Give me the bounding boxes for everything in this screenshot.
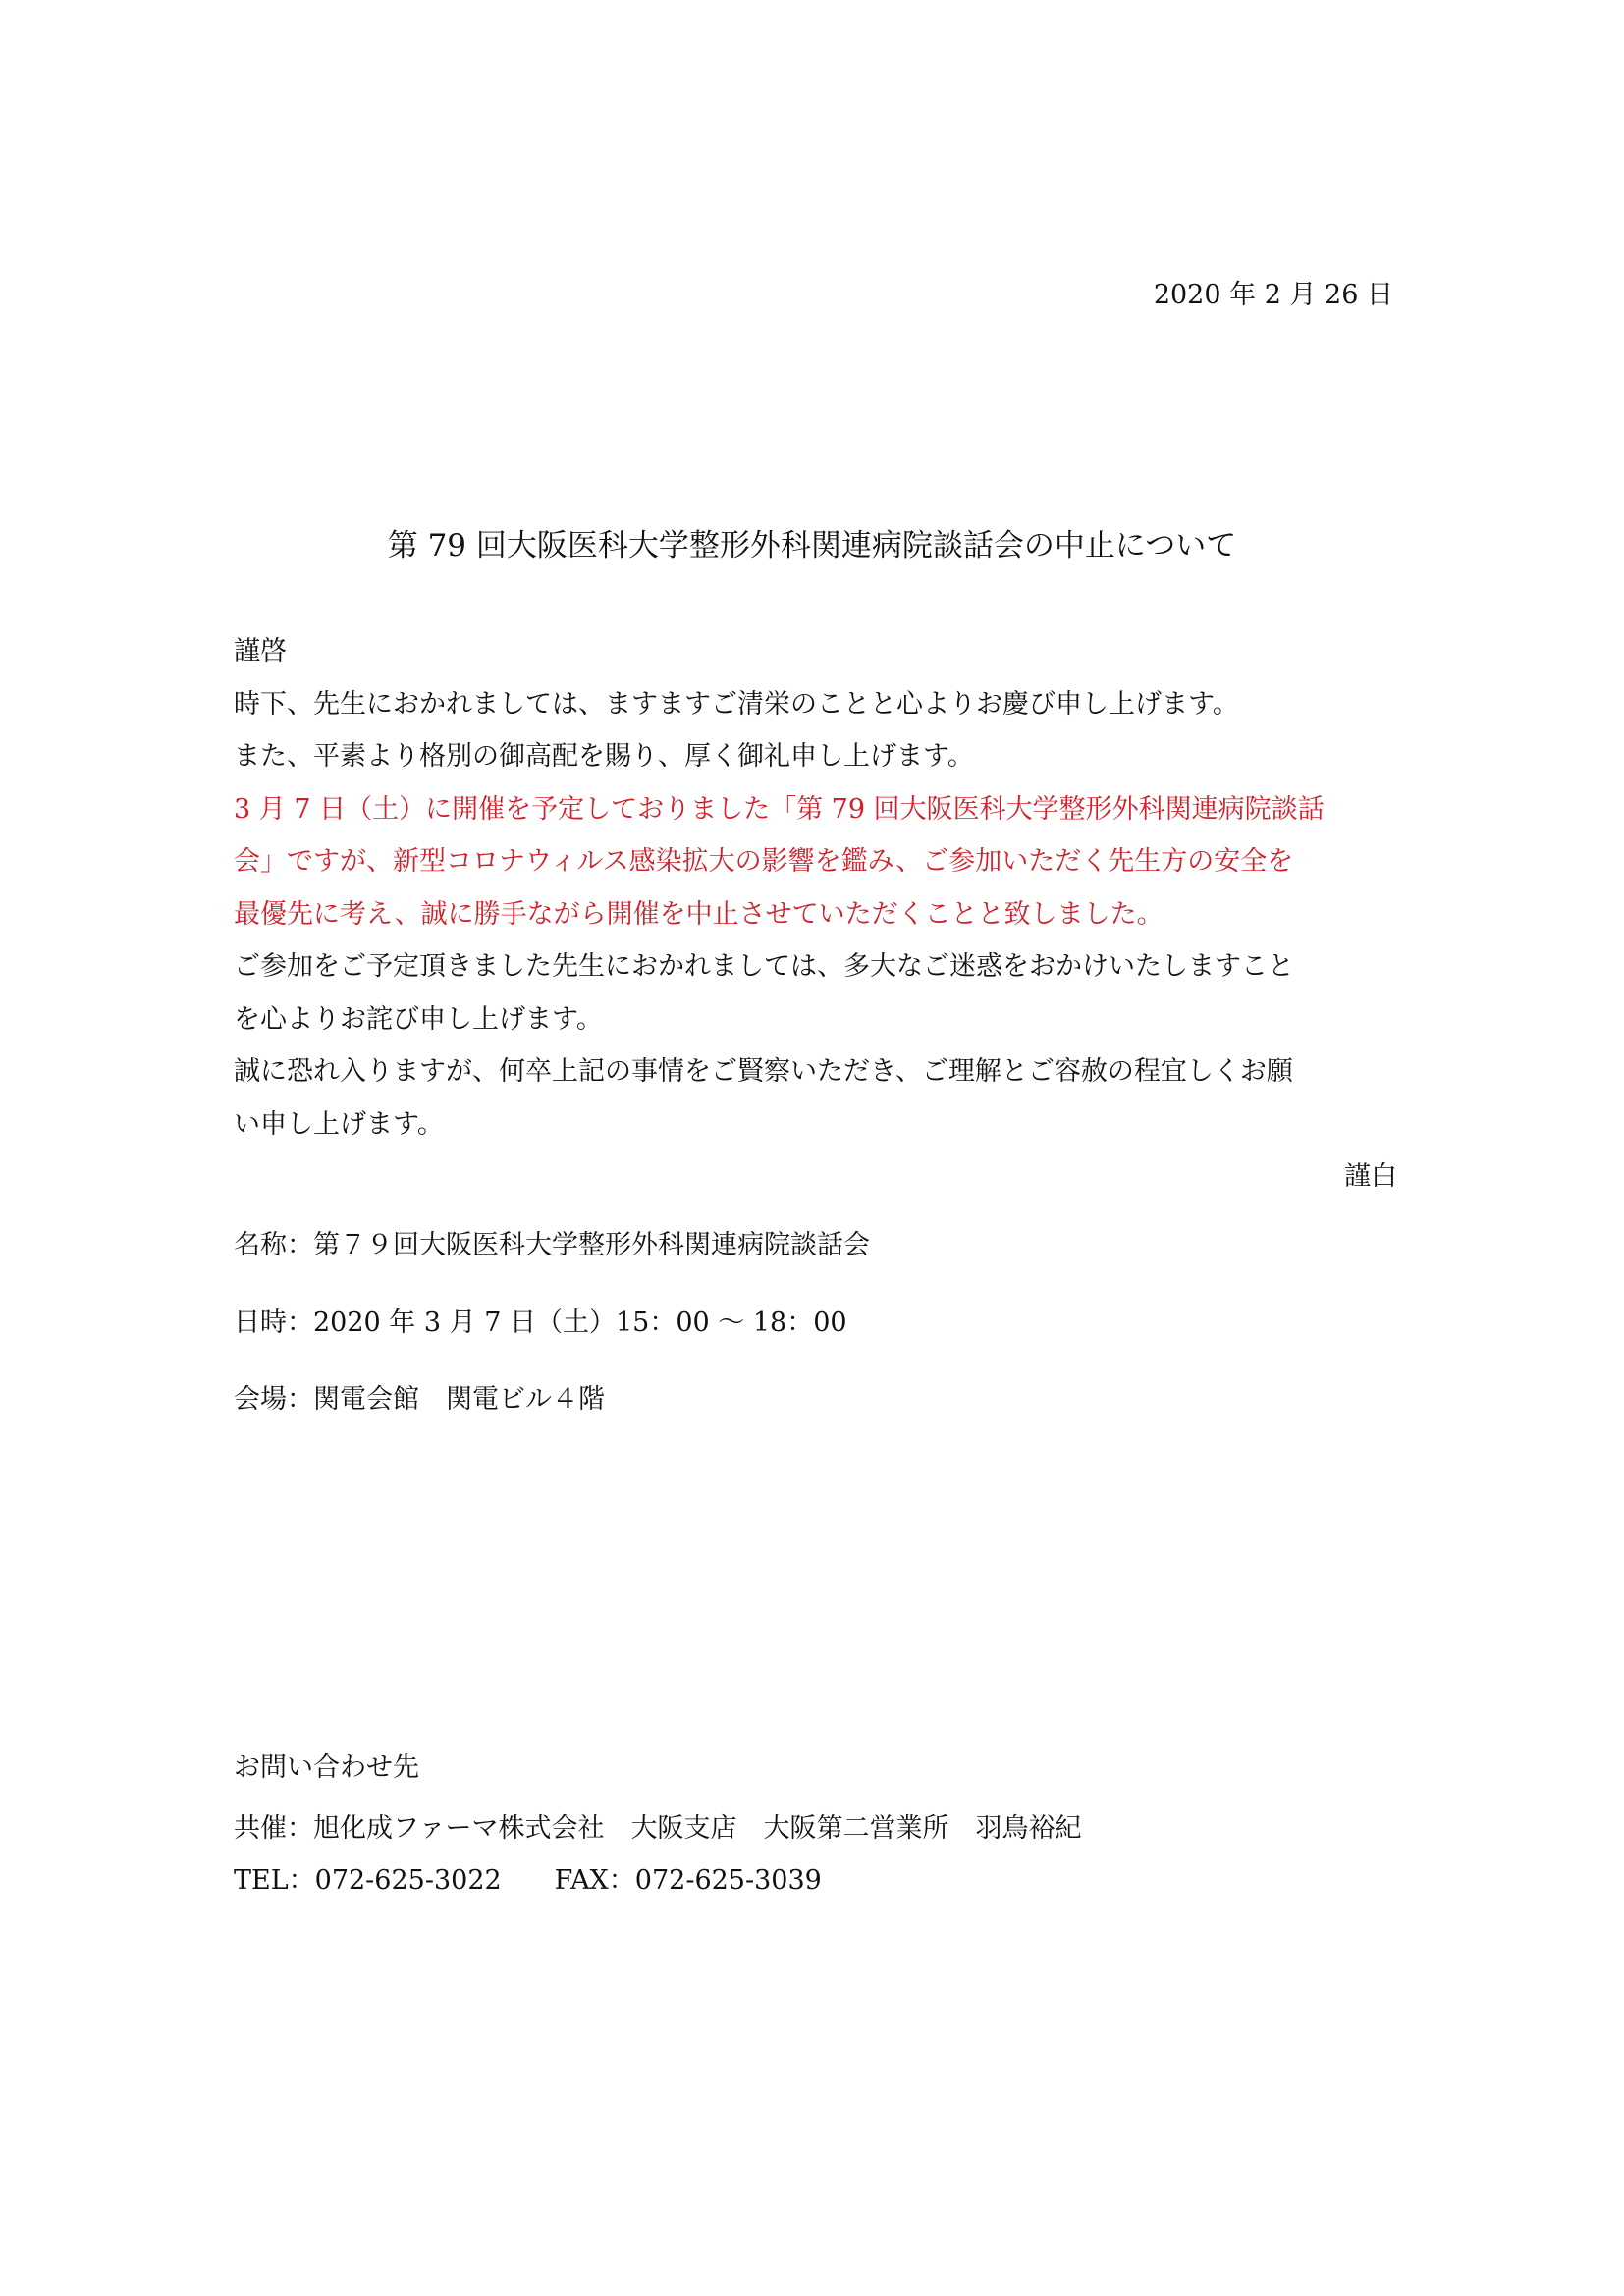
apology-line: い申し上げます。 bbox=[234, 1108, 444, 1140]
closing: 謹白 bbox=[1344, 1161, 1397, 1192]
contact-heading: お問い合わせ先 bbox=[234, 1752, 419, 1783]
apology-line: 誠に恐れ入りますが、何卒上記の事情をご賢察いただき、ご理解とご容赦の程宜しくお願 bbox=[234, 1056, 1293, 1087]
notice-line: 3 月 7 日（土）に開催を予定しておりました「第 79 回大阪医科大学整形外科関連病院談話 bbox=[234, 793, 1325, 825]
notice-line: 最優先に考え、誠に勝手ながら開催を中止させていただくことと致しました。 bbox=[234, 898, 1164, 930]
event-venue: 会場：関電会館 関電ビル４階 bbox=[234, 1384, 605, 1415]
contact-organizer: 共催：旭化成ファーマ株式会社 大阪支店 大阪第二営業所 羽鳥裕紀 bbox=[234, 1813, 1082, 1843]
body-line: また、平素より格別の御高配を賜り、厚く御礼申し上げます。 bbox=[234, 741, 974, 772]
event-datetime: 日時：2020 年 3 月 7 日（土）15：00 〜 18：00 bbox=[234, 1308, 847, 1338]
letter-body bbox=[234, 625, 1397, 1203]
salutation: 謹啓 bbox=[234, 636, 287, 667]
notice-line: 会」ですが、新型コロナウィルス感染拡大の影響を鑑み、ご参加いただく先生方の安全を bbox=[234, 846, 1294, 877]
body-line: 時下、先生におかれましては、ますますご清栄のことと心よりお慶び申し上げます。 bbox=[234, 688, 1239, 720]
document-date: 2020 年 2 月 26 日 bbox=[1153, 280, 1393, 310]
apology-line: を心よりお詫び申し上げます。 bbox=[234, 1003, 603, 1035]
event-name: 名称：第７９回大阪医科大学整形外科関連病院談話会 bbox=[234, 1230, 870, 1260]
contact-phone: TEL：072-625-3022 FAX：072-625-3039 bbox=[234, 1865, 822, 1896]
document-title: 第 79 回大阪医科大学整形外科関連病院談話会の中止について bbox=[387, 528, 1237, 563]
apology-line: ご参加をご予定頂きました先生におかれましては、多大なご迷惑をおかけいたしますこと bbox=[234, 951, 1294, 982]
